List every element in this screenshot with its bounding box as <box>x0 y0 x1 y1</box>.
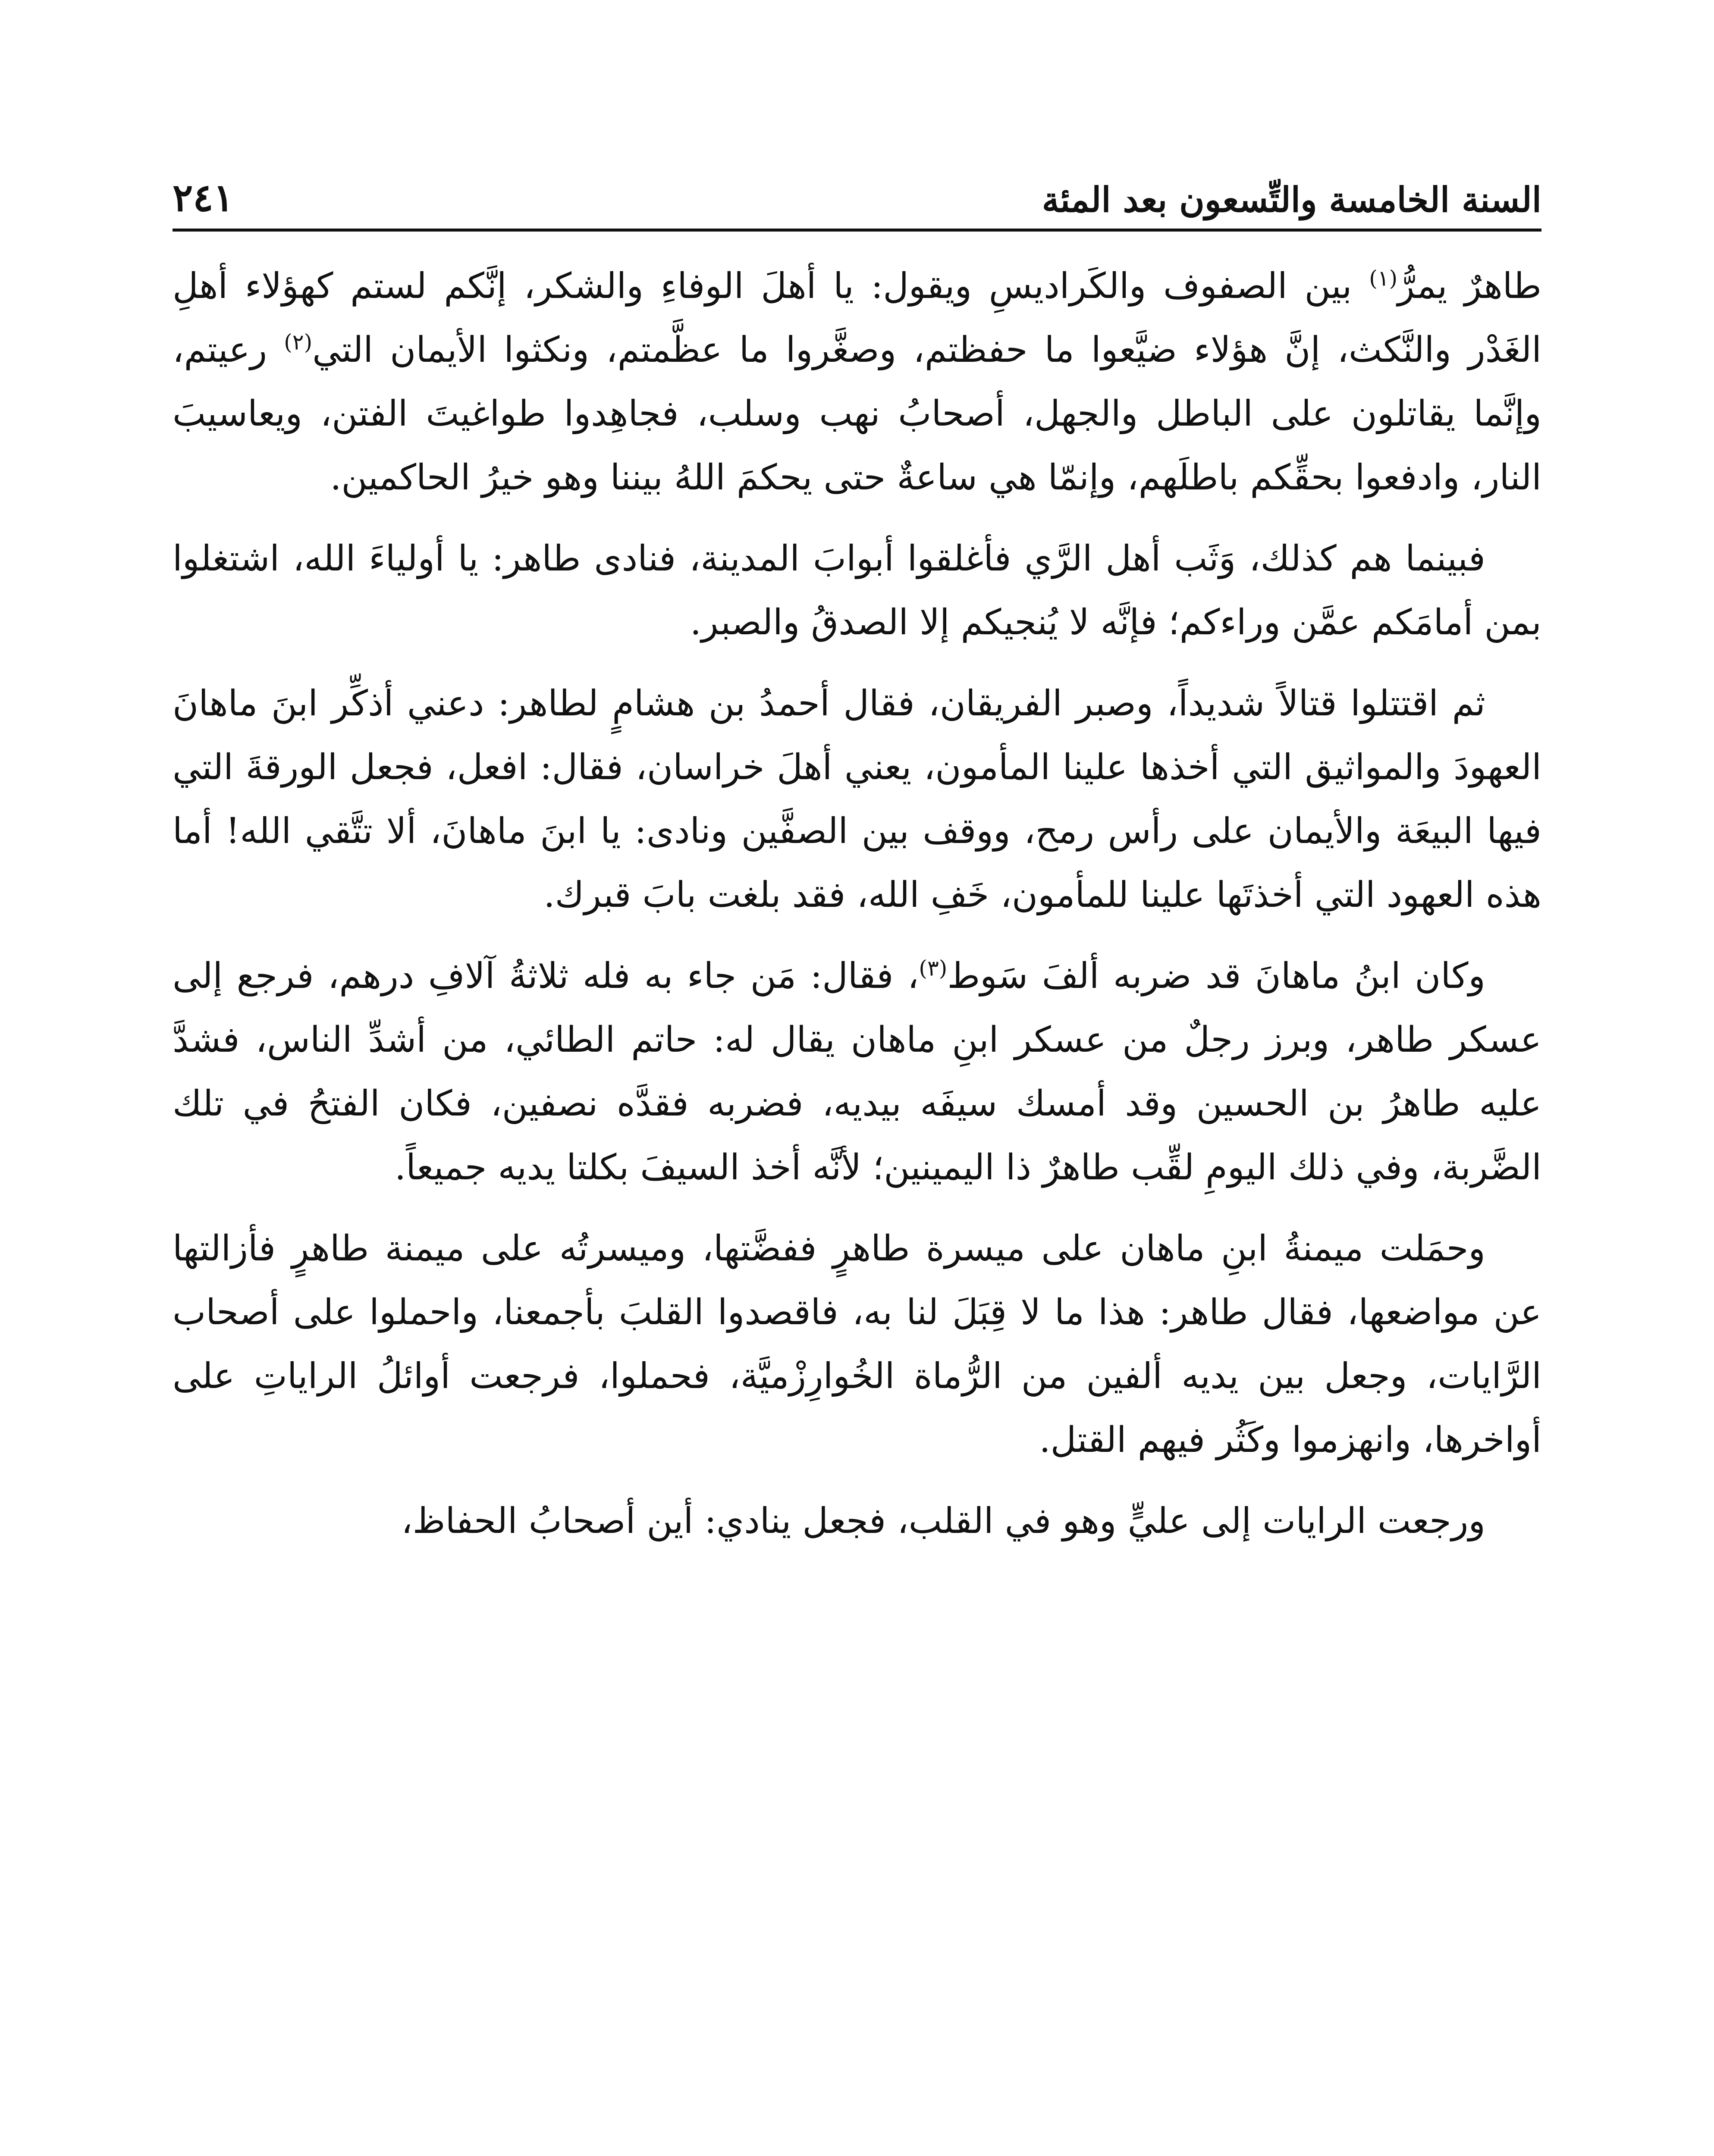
footnote-marker-3: (٣) <box>919 956 948 981</box>
paragraph-1-part-b: بين الصفوف والكَراديسِ ويقول: يا أهلَ الوفاءِ والشكر، إنَّكم لستم كهؤلاء أهلِ الغَدْر والنَّكث، إنَّ هؤلاء ضيَّعوا ما حفظتم، وصغَّروا ما عظَّمتم، ونكثوا الأيمان التي <box>173 266 1541 370</box>
paragraph-2: فبينما هم كذلك، وَثَب أهل الرَّي فأغلقوا أبوابَ المدينة، فنادى طاهر: يا أولياءَ الله، اشتغلوا بمن أمامَكم عمَّن وراءكم؛ فإنَّه لا يُنجيكم إلا الصدقُ والصبر. <box>173 538 1541 643</box>
paragraph-5: وحمَلت ميمنةُ ابنِ ماهان على ميسرة طاهرٍ ففضَّتها، وميسرتُه على ميمنة طاهرٍ فأزالتها عن مواضعها، فقال طاهر: هذا ما لا قِبَلَ لنا به، فاقصدوا القلبَ بأجمعنا، واحملوا على أصحاب الرَّايات، وجعل بين يديه ألفين من الرُّماة الخُوارِزْميَّة، فحملوا، فرجعت أوائلُ الراياتِ على أواخرها، وانهزموا وكَثُر فيهم القتل. <box>173 1228 1542 1460</box>
page-number: ٢٤١ <box>173 175 234 220</box>
paragraph-6: ورجعت الرايات إلى عليٍّ وهو في القلب، فجعل ينادي: أين أصحابُ الحفاظ، <box>401 1501 1485 1542</box>
header-rule <box>173 229 1541 232</box>
paragraph-3: ثم اقتتلوا قتالاً شديداً، وصبر الفريقان، فقال أحمدُ بن هشامٍ لطاهر: دعني أذكِّر ابنَ ماهانَ العهودَ والمواثيق التي أخذها علينا المأمون، يعني أهلَ خراسان، فقال: افعل، فجعل الورقةَ التي فيها البيعَة والأيمان على رأس رمح، ووقف بين الصفَّين ونادى: يا ابنَ ماهانَ، ألا تتَّقي الله! أما هذه العهود التي أخذتَها علينا للمأمون، خَفِ الله، فقد بلغت بابَ قبرك. <box>173 683 1541 915</box>
page-header <box>173 138 1541 220</box>
footnote-marker-1: (١) <box>1369 266 1398 291</box>
body-text <box>173 254 1541 1570</box>
paragraph-1-part-c: رعيتم، وإنَّما يقاتلون على الباطل والجهل، أصحابُ نهب وسلب، فجاهِدوا طواغيتَ الفتن، ويعاسيبَ النار، وادفعوا بحقِّكم باطلَهم، وإنمّا هي ساعةٌ حتى يحكمَ اللهُ بيننا وهو خيرُ الحاكمين. <box>173 329 1541 498</box>
paragraph-1-part-a: طاهرٌ يمرُّ <box>1397 266 1541 307</box>
paragraph-4 <box>173 944 1541 1200</box>
footnote-marker-2: (٢) <box>284 329 313 355</box>
paragraph-4-part-b: ، فقال: مَن جاء به فله ثلاثةُ آلافِ درهم، فرجع إلى عسكر طاهر، وبرز رجلٌ من عسكر ابنِ ماهان يقال له: حاتم الطائي، من أشدِّ الناس، فشدَّ عليه طاهرُ بن الحسين وقد أمسك سيفَه بيديه، فضربه فقدَّه نصفين، فكان الفتحُ في تلك الضَّربة، وفي ذلك اليومِ لقِّب طاهرٌ ذا اليمينين؛ لأنَّه أخذ السيفَ بكلتا يديه جميعاً. <box>173 956 1541 1188</box>
paragraph-1 <box>173 254 1541 510</box>
paragraph-4-part-a: وكان ابنُ ماهانَ قد ضربه ألفَ سَوط <box>947 956 1486 997</box>
running-title: السنة الخامسة والتِّسعون بعد المئة <box>1042 179 1541 220</box>
